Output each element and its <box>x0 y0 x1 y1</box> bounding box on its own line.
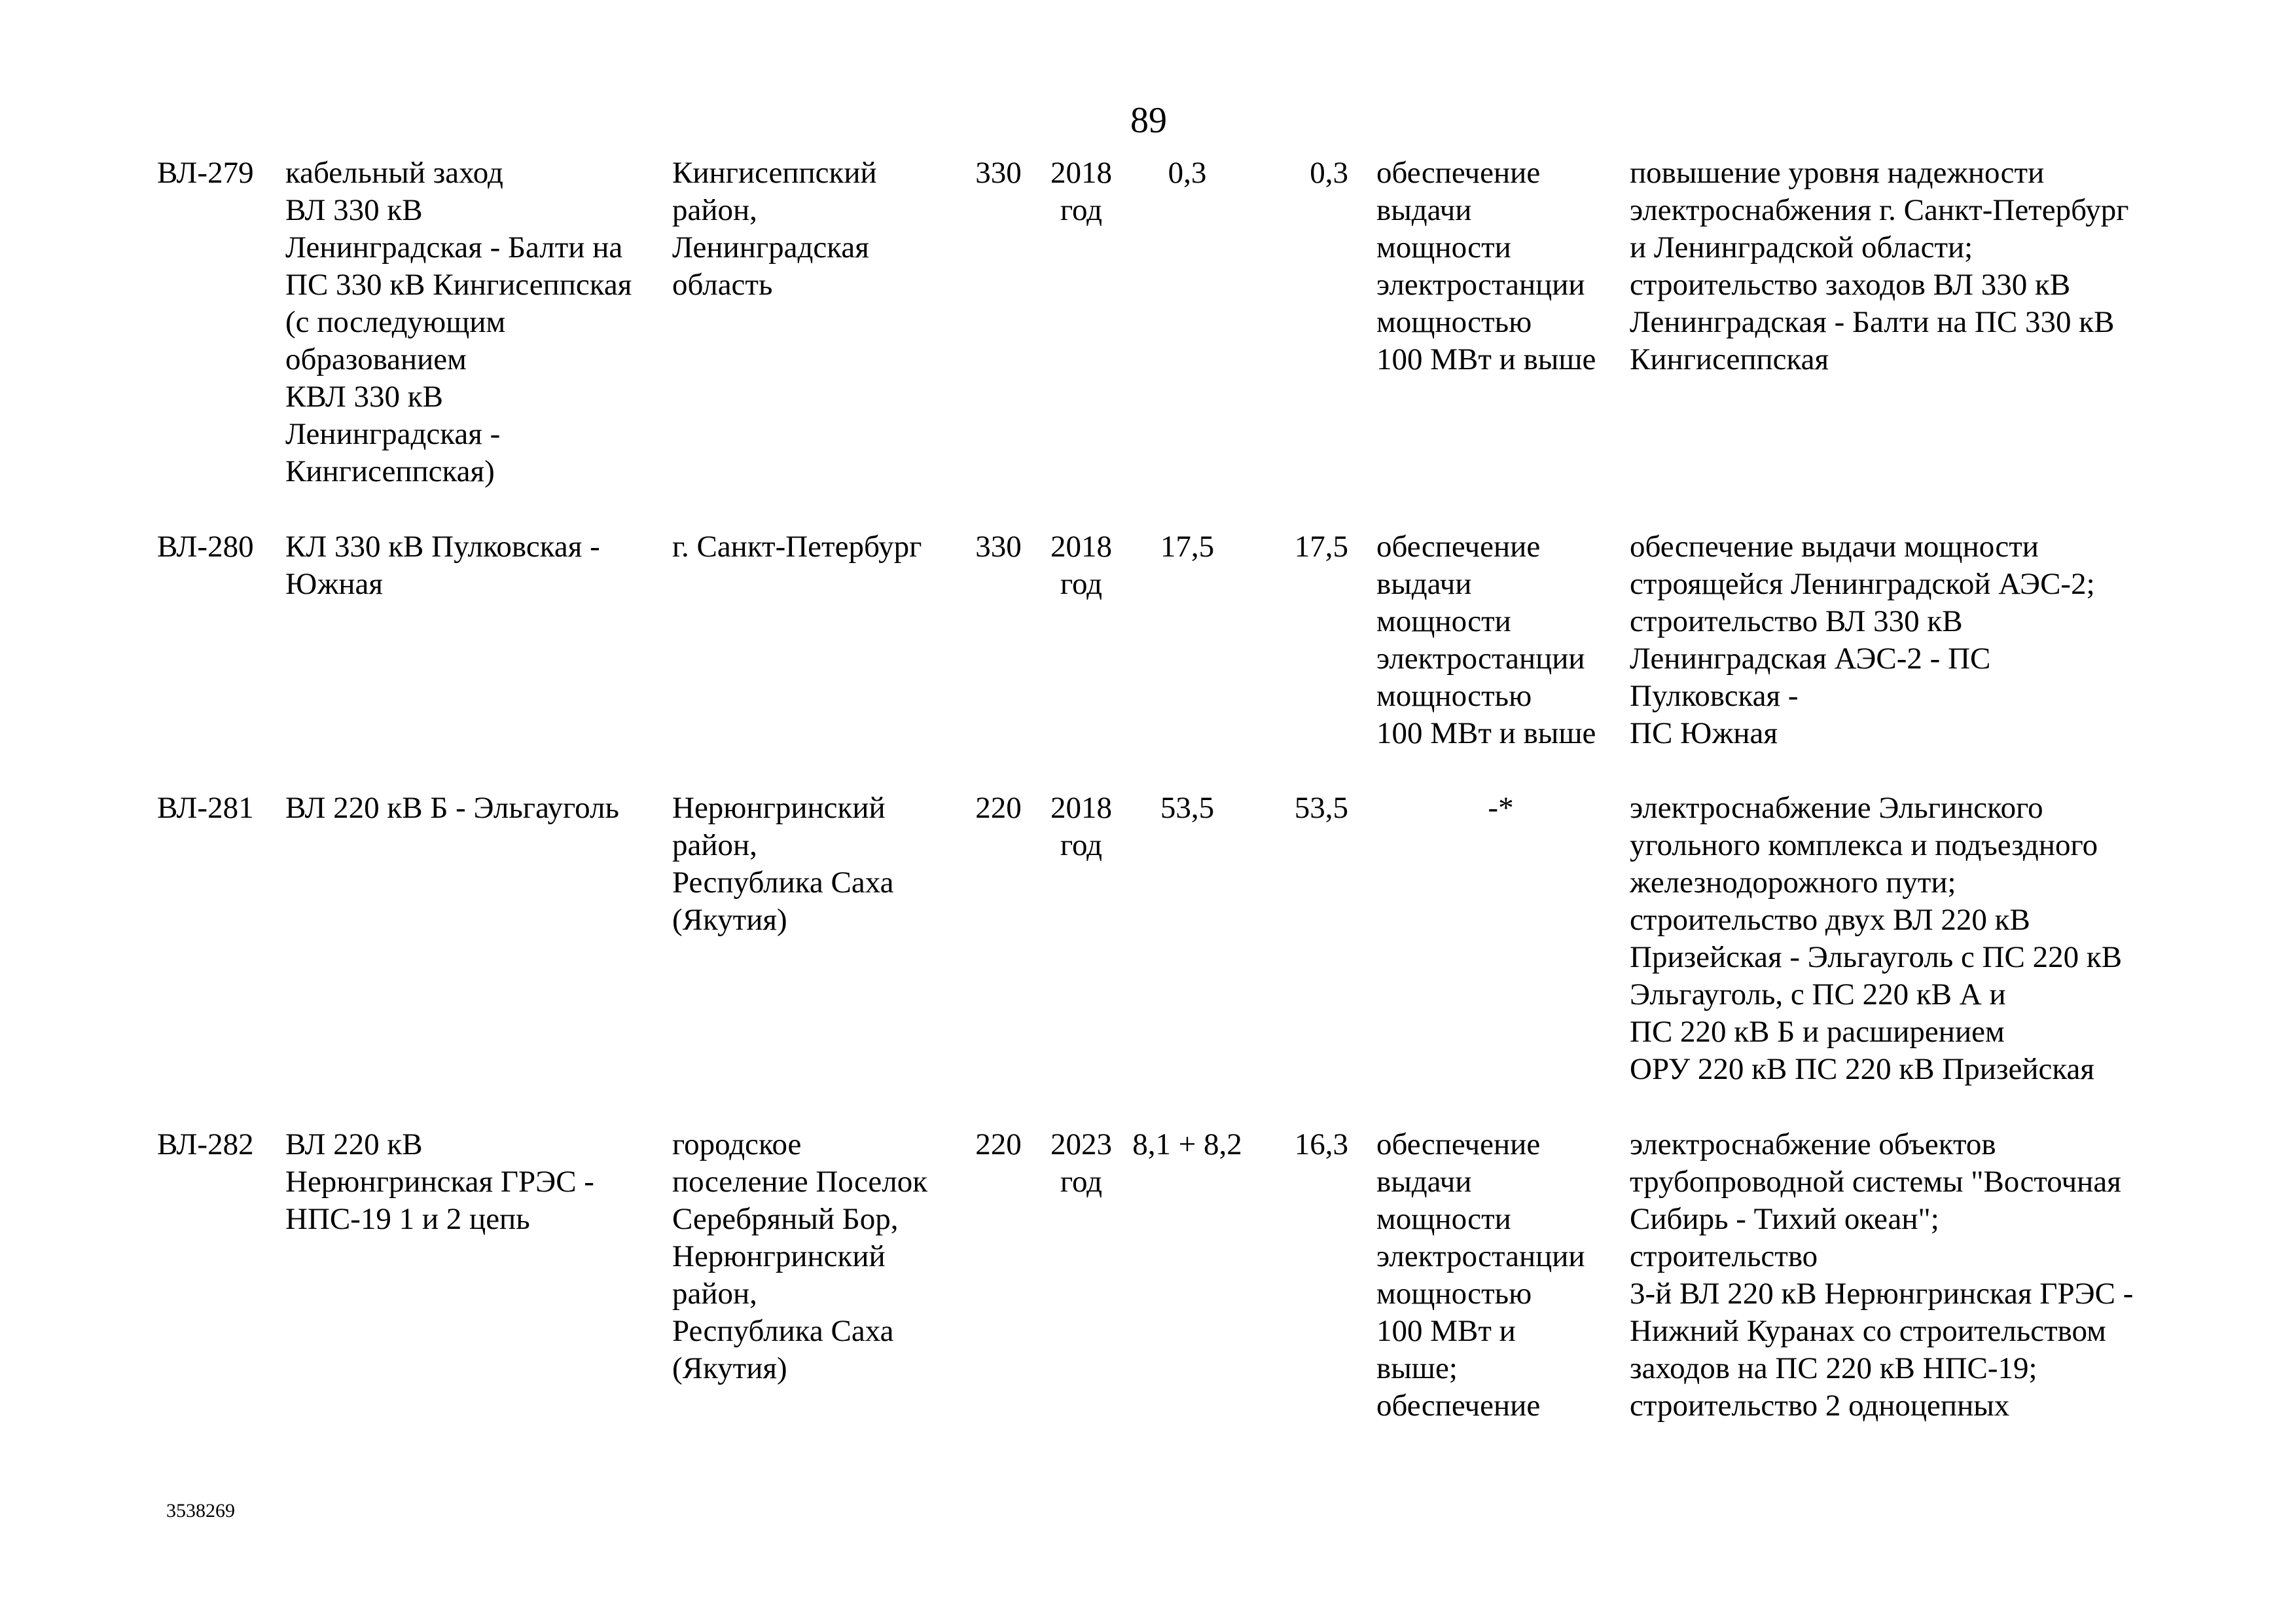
row-id: ВЛ-282 <box>157 1127 254 1161</box>
length-2: 0,3 <box>1310 156 1348 190</box>
line-name: ВЛ 220 кВ Нерюнгринская ГРЭС - НПС-19 1 и 2 цепь <box>285 1127 594 1236</box>
location: Нерюнгринский район, Республика Саха (Якутия) <box>672 791 894 937</box>
voltage: 330 <box>975 530 1022 564</box>
purpose: обеспечение выдачи мощности электростанции мощностью 100 МВт и выше <box>1376 156 1596 376</box>
page-number: 89 <box>1130 100 1167 141</box>
length-2: 16,3 <box>1294 1127 1348 1161</box>
length-2: 17,5 <box>1294 530 1348 564</box>
length-1: 8,1 + 8,2 <box>1132 1127 1242 1161</box>
purpose: обеспечение выдачи мощности электростанции мощностью 100 МВт и выше; обеспечение <box>1376 1127 1585 1423</box>
row-id: ВЛ-281 <box>157 791 254 825</box>
description: обеспечение выдачи мощности строящейся Ленинградской АЭС-2; строительство ВЛ 330 кВ Ленинградская АЭС-2 - ПС Пулковская - ПС Южная <box>1630 530 2095 750</box>
year: 2018 год <box>1050 791 1112 862</box>
voltage: 220 <box>975 791 1022 825</box>
length-1: 17,5 <box>1160 530 1215 564</box>
location: городское поселение Поселок Серебряный Бор, Нерюнгринский район, Республика Саха (Якутия) <box>672 1127 928 1385</box>
location: Кингисеппский район, Ленинградская область <box>672 156 877 302</box>
purpose: -* <box>1488 791 1514 825</box>
row-id: ВЛ-279 <box>157 156 254 190</box>
voltage: 220 <box>975 1127 1022 1161</box>
length-1: 53,5 <box>1160 791 1215 825</box>
year: 2023 год <box>1050 1127 1112 1199</box>
length-1: 0,3 <box>1168 156 1207 190</box>
line-name: кабельный заход ВЛ 330 кВ Ленинградская - Балти на ПС 330 кВ Кингисеппская (с последующим образованием КВЛ 330 кВ Ленинградская - Кингисеппская) <box>285 156 632 488</box>
description: электроснабжение объектов трубопроводной системы "Восточная Сибирь - Тихий океан"; строительство 3-й ВЛ 220 кВ Нерюнгринская ГРЭС - Нижний Куранах со строительством заходов на ПС 220 кВ НПС-19; строительство 2 одноцепных <box>1630 1127 2134 1423</box>
location: г. Санкт-Петербург <box>672 530 922 564</box>
year: 2018 год <box>1050 530 1112 601</box>
length-2: 53,5 <box>1294 791 1348 825</box>
document-code: 3538269 <box>166 1500 235 1522</box>
line-name: КЛ 330 кВ Пулковская - Южная <box>285 530 600 601</box>
row-id: ВЛ-280 <box>157 530 254 564</box>
year: 2018 год <box>1050 156 1112 227</box>
voltage: 330 <box>975 156 1022 190</box>
description: повышение уровня надежности электроснабжения г. Санкт-Петербург и Ленинградской области; строительство заходов ВЛ 330 кВ Ленинградская - Балти на ПС 330 кВ Кингисеппская <box>1630 156 2129 376</box>
purpose: обеспечение выдачи мощности электростанции мощностью 100 МВт и выше <box>1376 530 1596 750</box>
line-name: ВЛ 220 кВ Б - Эльгауголь <box>285 791 619 825</box>
description: электроснабжение Эльгинского угольного комплекса и подъездного железнодорожного пути; строительство двух ВЛ 220 кВ Призейская - Эльгауголь с ПС 220 кВ Эльгауголь, с ПС 220 кВ А и ПС 220 кВ Б и расширением ОРУ 220 кВ ПС 220 кВ Призейская <box>1630 791 2123 1086</box>
